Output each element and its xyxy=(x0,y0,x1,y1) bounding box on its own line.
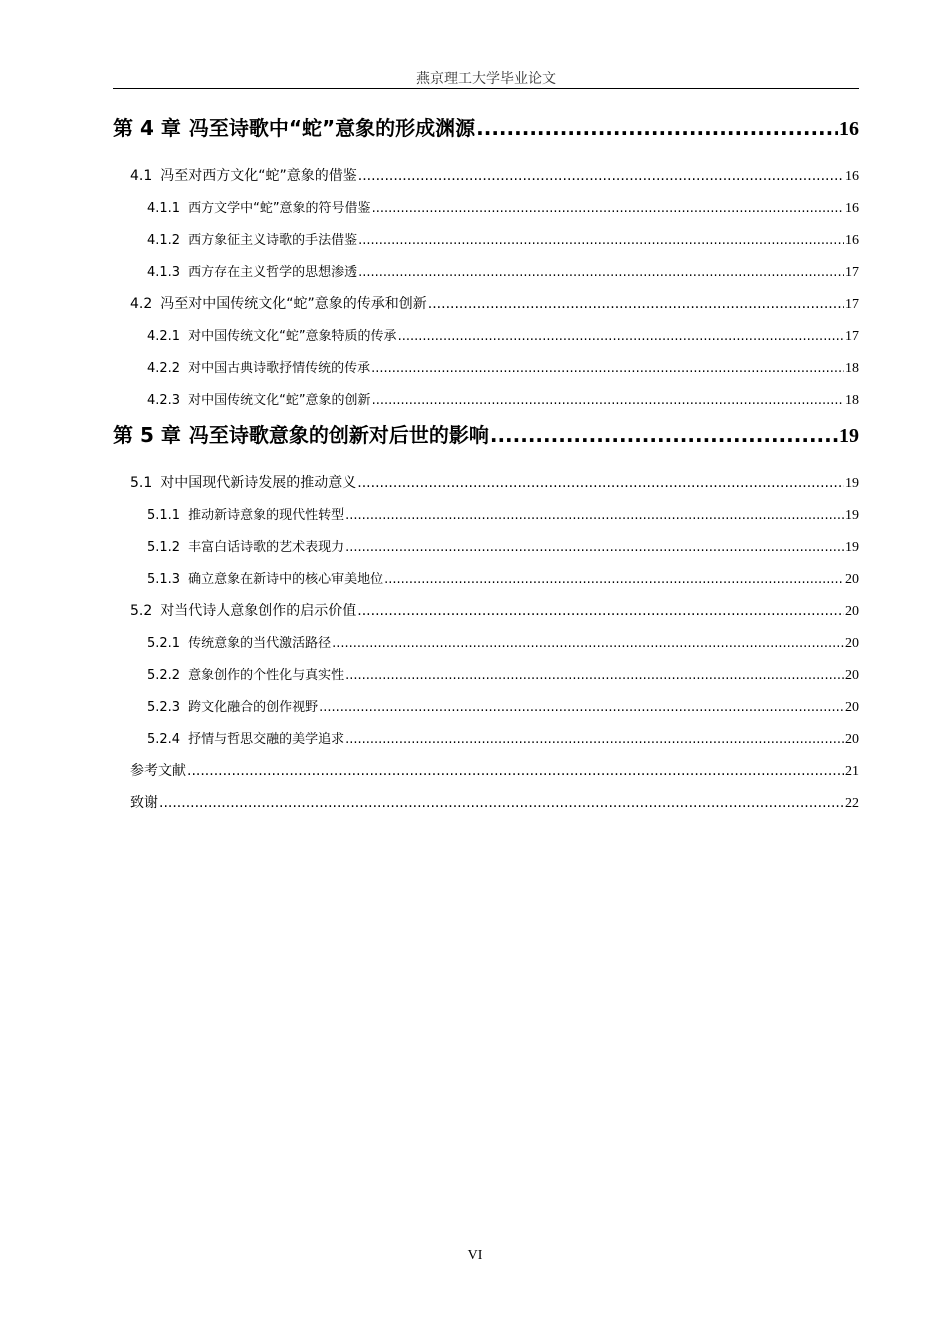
toc-entry-number: 5.1.3 xyxy=(147,572,181,587)
toc-entry[interactable] xyxy=(113,664,859,684)
toc-entry-number: 4.2.1 xyxy=(147,329,181,344)
toc-entry-number: 5.2.1 xyxy=(147,636,181,651)
header-rule xyxy=(113,88,859,89)
toc-entry-title: 冯至对中国传统文化“蛇”意象的传承和创新 xyxy=(160,296,427,312)
toc-page-number: 16 xyxy=(845,169,859,184)
toc-entry[interactable] xyxy=(113,568,859,588)
toc-entry-title: 抒情与哲思交融的美学追求 xyxy=(188,732,345,747)
toc-page-number: 17 xyxy=(845,297,859,312)
toc-page-number: 18 xyxy=(845,393,859,408)
toc-entry[interactable] xyxy=(113,293,859,313)
toc-entry-title: 冯至诗歌中“蛇”意象的形成渊源 xyxy=(188,116,476,140)
toc-entry-number: 4.1.3 xyxy=(147,265,181,280)
toc-page-number: 20 xyxy=(845,604,859,619)
toc-entry-title: 对当代诗人意象创作的启示价值 xyxy=(160,603,357,619)
toc-entry-title: 参考文献 xyxy=(130,763,186,779)
toc-dot-leader xyxy=(345,508,844,523)
toc-entry-number: 5.2.3 xyxy=(147,700,181,715)
toc-entry[interactable] xyxy=(113,325,859,345)
toc-page-number: 19 xyxy=(845,540,859,555)
toc-page-number: 19 xyxy=(839,425,859,447)
toc-entry[interactable] xyxy=(113,197,859,217)
toc-dot-leader xyxy=(332,636,844,651)
toc-dot-leader xyxy=(476,116,838,140)
toc-entry-number: 5.1.1 xyxy=(147,508,181,523)
toc-entry-title: 确立意象在新诗中的核心审美地位 xyxy=(188,572,384,587)
toc-dot-leader xyxy=(358,265,844,280)
toc-entry[interactable] xyxy=(113,696,859,716)
toc-entry-title: 对中国现代新诗发展的推动意义 xyxy=(160,475,357,491)
toc-dot-leader xyxy=(159,795,844,811)
toc-entry-title: 跨文化融合的创作视野 xyxy=(188,700,319,715)
toc-dot-leader xyxy=(371,361,844,376)
toc-entry-title: 对中国传统文化“蛇”意象的创新 xyxy=(188,393,371,408)
toc-chapter-entry[interactable] xyxy=(113,112,859,141)
running-header: 燕京理工大学毕业论文 xyxy=(416,71,556,87)
toc-entry-title: 对中国传统文化“蛇”意象特质的传承 xyxy=(188,329,397,344)
toc-dot-leader xyxy=(358,168,844,184)
toc-entry[interactable] xyxy=(113,728,859,748)
toc-entry[interactable] xyxy=(113,504,859,524)
toc-dot-leader xyxy=(358,233,844,248)
toc-page-number: 20 xyxy=(845,732,859,747)
toc-dot-leader xyxy=(357,603,844,619)
toc-page-number: 20 xyxy=(845,636,859,651)
toc-dot-leader xyxy=(372,393,844,408)
toc-page-number: 20 xyxy=(845,572,859,587)
toc-page-number: 20 xyxy=(845,700,859,715)
toc-entry[interactable] xyxy=(113,229,859,249)
toc-dot-leader xyxy=(187,763,844,779)
toc-entry[interactable] xyxy=(113,165,859,185)
toc-entry-title: 传统意象的当代激活路径 xyxy=(188,636,332,651)
toc-entry-title: 推动新诗意象的现代性转型 xyxy=(188,508,345,523)
toc-entry[interactable] xyxy=(113,632,859,652)
toc-page-number: 17 xyxy=(845,265,859,280)
toc-page-number: 16 xyxy=(845,201,859,216)
toc-entry[interactable] xyxy=(113,536,859,556)
toc-chapter-entry[interactable] xyxy=(113,419,859,448)
toc-dot-leader xyxy=(319,700,844,715)
toc-entry-number: 第 5 章 xyxy=(113,423,181,447)
toc-entry-number: 4.2.3 xyxy=(147,393,181,408)
toc-entry-number: 第 4 章 xyxy=(113,116,181,140)
toc-entry-number: 4.2.2 xyxy=(147,361,181,376)
toc-page-number: 16 xyxy=(845,233,859,248)
toc-page-number: 16 xyxy=(839,118,859,140)
toc-entry[interactable] xyxy=(113,760,859,780)
toc-page-number: 19 xyxy=(845,508,859,523)
toc-page-number: 21 xyxy=(845,764,859,779)
toc-entry[interactable] xyxy=(113,261,859,281)
toc-page-number: 22 xyxy=(845,796,859,811)
toc-entry-title: 西方文学中“蛇”意象的符号借鉴 xyxy=(188,201,371,216)
page-number: VI xyxy=(467,1248,483,1263)
toc-entry[interactable] xyxy=(113,600,859,620)
toc-entry-title: 丰富白话诗歌的艺术表现力 xyxy=(188,540,345,555)
toc-entry-number: 5.2.2 xyxy=(147,668,181,683)
toc-entry-number: 5.2.4 xyxy=(147,732,181,747)
toc-entry-number: 4.1.2 xyxy=(147,233,181,248)
toc-entry-title: 致谢 xyxy=(130,795,158,811)
toc-dot-leader xyxy=(345,668,844,683)
toc-dot-leader xyxy=(345,732,844,747)
toc-entry-number: 5.2 xyxy=(130,603,153,619)
toc-page-number: 19 xyxy=(845,476,859,491)
toc-entry-title: 意象创作的个性化与真实性 xyxy=(188,668,345,683)
toc-entry-title: 西方象征主义诗歌的手法借鉴 xyxy=(188,233,358,248)
toc-entry-number: 5.1.2 xyxy=(147,540,181,555)
toc-entry-number: 4.1.1 xyxy=(147,201,181,216)
toc-entry[interactable] xyxy=(113,357,859,377)
toc-dot-leader xyxy=(372,201,844,216)
toc-dot-leader xyxy=(357,475,844,491)
toc-dot-leader xyxy=(490,423,838,447)
toc-entry-number: 4.2 xyxy=(130,296,153,312)
toc-entry-title: 冯至对西方文化“蛇”意象的借鉴 xyxy=(160,168,357,184)
toc-entry-number: 4.1 xyxy=(130,168,153,184)
toc-page-number: 20 xyxy=(845,668,859,683)
toc-page-number: 17 xyxy=(845,329,859,344)
toc-dot-leader xyxy=(428,296,844,312)
toc-dot-leader xyxy=(384,572,844,587)
toc-dot-leader xyxy=(345,540,844,555)
toc-entry-title: 西方存在主义哲学的思想渗透 xyxy=(188,265,358,280)
toc-entry-title: 对中国古典诗歌抒情传统的传承 xyxy=(188,361,371,376)
toc-entry-number: 5.1 xyxy=(130,475,153,491)
toc-page-number: 18 xyxy=(845,361,859,376)
toc-dot-leader xyxy=(398,329,844,344)
toc-entry[interactable] xyxy=(113,389,859,409)
toc-entry[interactable] xyxy=(113,472,859,492)
toc-entry[interactable] xyxy=(113,792,859,812)
toc-entry-title: 冯至诗歌意象的创新对后世的影响 xyxy=(188,423,489,447)
